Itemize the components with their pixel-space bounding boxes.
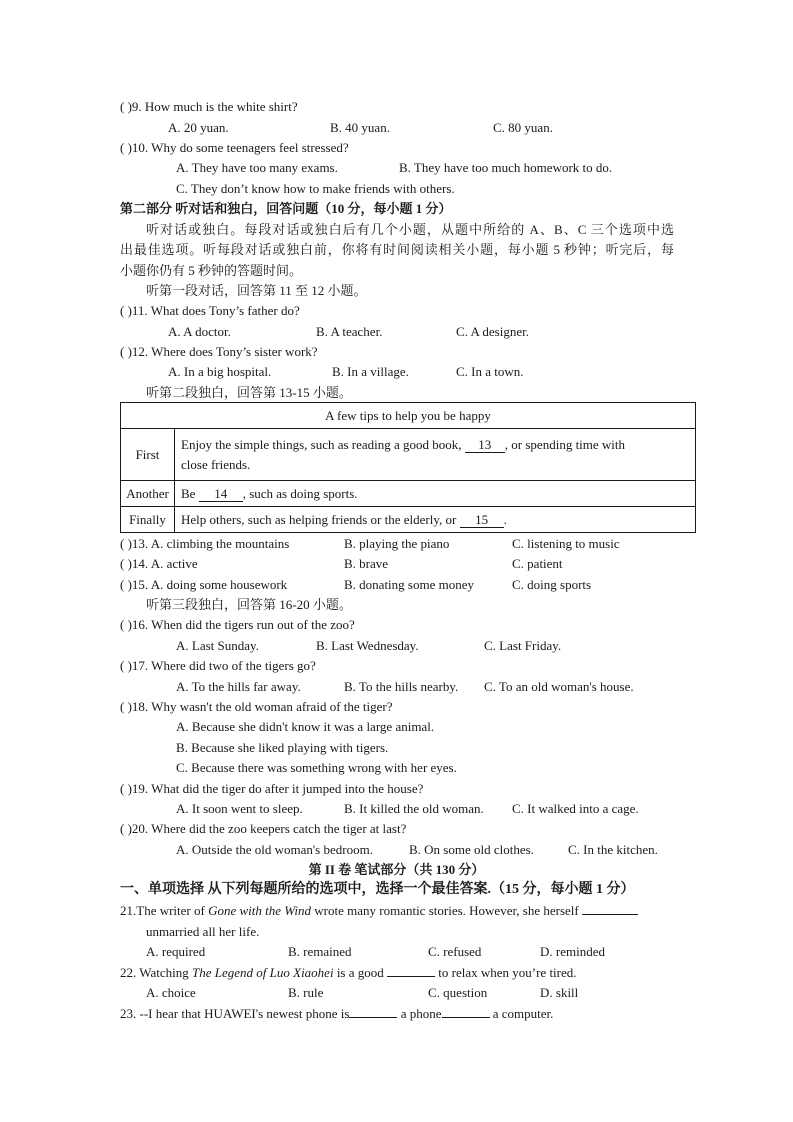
question-22-blank: [387, 976, 435, 977]
question-13-option-b: B. playing the piano: [344, 536, 450, 551]
question-23-blank-1: [349, 1017, 397, 1018]
question-10-option-c: C. They don’t know how to make friends with others.: [176, 181, 455, 196]
question-16-option-a: A. Last Sunday.: [176, 638, 259, 653]
tips-row-label-first: First: [121, 429, 175, 481]
question-13-option-c: C. listening to music: [512, 536, 620, 551]
question-12-option-b: B. In a village.: [332, 364, 409, 379]
question-20-option-a: A. Outside the old woman's bedroom.: [176, 842, 373, 857]
question-11-option-a: A. A doctor.: [168, 324, 231, 339]
question-10-stem: ( )10. Why do some teenagers feel stressed?: [120, 140, 349, 155]
question-14-option-c: C. patient: [512, 556, 563, 571]
question-9-option-a: A. 20 yuan.: [168, 120, 229, 135]
question-11-stem: ( )11. What does Tony’s father do?: [120, 303, 300, 318]
part2-intro-line3: 小题你仍有 5 秒钟的答题时间。: [120, 263, 303, 278]
section1-title: 一、单项选择 从下列每题所给的选项中，选择一个最佳答案.（15 分，每小题 1 分）: [120, 882, 635, 897]
question-9-stem: ( )9. How much is the white shirt?: [120, 99, 298, 114]
question-20-stem: ( )20. Where did the zoo keepers catch the tiger at last?: [120, 821, 407, 836]
blank-15: 15: [460, 513, 504, 528]
tips-table-header: A few tips to help you be happy: [121, 403, 696, 429]
question-21-stem: 21.The writer of Gone with the Wind wrote many romantic stories. However, she herself: [120, 903, 638, 919]
question-16-option-c: C. Last Friday.: [484, 638, 562, 653]
question-22-option-a: A. choice: [146, 985, 196, 1000]
question-23-stem: 23. --I hear that HUAWEI's newest phone is a phone a computer.: [120, 1006, 554, 1021]
question-22-option-c: C. question: [428, 985, 488, 1000]
question-11-option-b: B. A teacher.: [316, 324, 383, 339]
blank-13: 13: [465, 438, 505, 453]
question-11-option-c: C. A designer.: [456, 324, 529, 339]
part2-intro-line2: 出最佳选项。听每段对话或独白前，你将有时间阅读相关小题，每小题 5 秒钟；听完后，每: [120, 242, 674, 257]
question-16-stem: ( )16. When did the tigers run out of the zoo?: [120, 617, 355, 632]
tips-table: [120, 402, 696, 533]
question-14-option-b: B. brave: [344, 556, 389, 571]
question-21-option-a: A. required: [146, 944, 206, 959]
question-12-option-a: A. In a big hospital.: [168, 364, 272, 379]
tips-row-first: Enjoy the simple things, such as reading a good book, 13 , or spending time with close friends.: [175, 429, 696, 481]
question-20-option-c: C. In the kitchen.: [568, 842, 658, 857]
question-18-stem: ( )18. Why wasn't the old woman afraid of the tiger?: [120, 699, 393, 714]
tips-row-finally: Help others, such as helping friends or the elderly, or 15 .: [175, 507, 696, 533]
monologue2-instruction: 听第二段独白，回答第 13-15 小题。: [146, 385, 352, 400]
question-17-option-c: C. To an old woman's house.: [484, 679, 634, 694]
question-9-option-c: C. 80 yuan.: [493, 120, 553, 135]
question-17-option-b: B. To the hills nearby.: [344, 679, 459, 694]
question-22-option-d: D. skill: [540, 985, 579, 1000]
question-15-option-b: B. donating some money: [344, 577, 474, 592]
question-23-blank-2: [442, 1017, 490, 1018]
question-18-option-a: A. Because she didn't know it was a large animal.: [176, 719, 435, 734]
blank-14: 14: [199, 487, 243, 502]
question-21-option-b: B. remained: [288, 944, 352, 959]
question-12-stem: ( )12. Where does Tony’s sister work?: [120, 344, 318, 359]
question-21-stem-cont: unmarried all her life.: [146, 924, 260, 939]
question-20-option-b: B. On some old clothes.: [409, 842, 534, 857]
question-21-option-c: C. refused: [428, 944, 482, 959]
question-17-option-a: A. To the hills far away.: [176, 679, 301, 694]
question-10-option-b: B. They have too much homework to do.: [399, 160, 613, 175]
part2-intro-line1: 听对话或独白。每段对话或独白后有几个小题，从题中所给的 A、B、C 三个选项中选: [146, 222, 674, 237]
question-16-option-b: B. Last Wednesday.: [316, 638, 419, 653]
dialog1-instruction: 听第一段对话，回答第 11 至 12 小题。: [146, 283, 367, 298]
question-19-stem: ( )19. What did the tiger do after it jumped into the house?: [120, 781, 424, 796]
question-15-stem: ( )15. A. doing some housework: [120, 577, 288, 592]
question-21-option-d: D. reminded: [540, 944, 605, 959]
question-9-option-b: B. 40 yuan.: [330, 120, 390, 135]
question-10-option-a: A. They have too many exams.: [176, 160, 338, 175]
question-15-option-c: C. doing sports: [512, 577, 592, 592]
question-18-option-b: B. Because she liked playing with tigers.: [176, 740, 389, 755]
question-12-option-c: C. In a town.: [456, 364, 524, 379]
question-14-stem: ( )14. A. active: [120, 556, 198, 571]
question-22-option-b: B. rule: [288, 985, 324, 1000]
tips-row-label-another: Another: [121, 481, 175, 507]
question-19-option-c: C. It walked into a cage.: [512, 801, 639, 816]
question-21-blank: [582, 914, 638, 915]
monologue3-instruction: 听第三段独白，回答第 16-20 小题。: [146, 597, 352, 612]
part2-title: 第二部分 听对话和独白，回答问题（10 分，每小题 1 分）: [120, 201, 452, 216]
question-19-option-b: B. It killed the old woman.: [344, 801, 484, 816]
question-17-stem: ( )17. Where did two of the tigers go?: [120, 658, 316, 673]
tips-row-another: Be 14 , such as doing sports.: [175, 481, 696, 507]
tips-row-label-finally: Finally: [121, 507, 175, 533]
paper2-title: 第 II 卷 笔试部分（共 130 分）: [308, 862, 485, 877]
question-22-stem: 22. Watching The Legend of Luo Xiaohei is a good to relax when you’re tired.: [120, 965, 577, 980]
question-18-option-c: C. Because there was something wrong with her eyes.: [176, 760, 457, 775]
question-13-stem: ( )13. A. climbing the mountains: [120, 536, 290, 551]
question-19-option-a: A. It soon went to sleep.: [176, 801, 303, 816]
